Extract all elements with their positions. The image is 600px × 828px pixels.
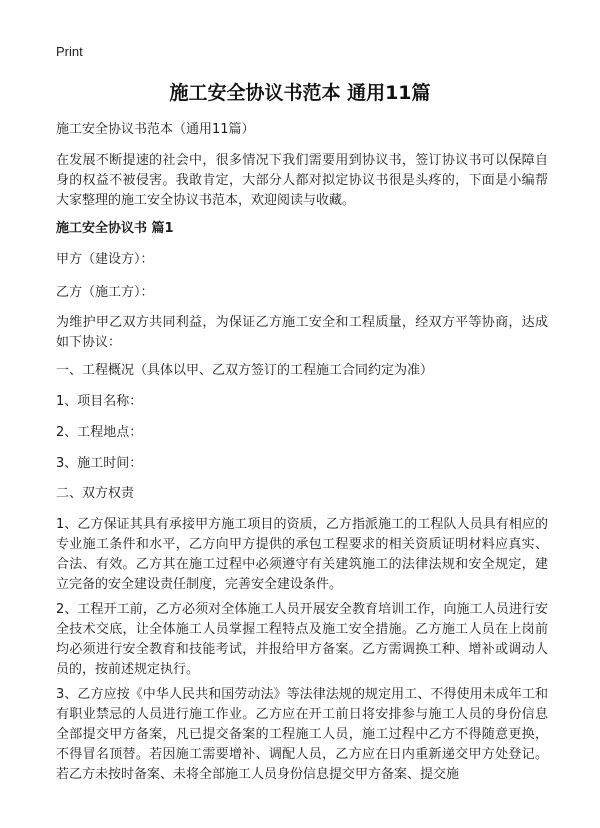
item-project-time: 3、施工时间： (56, 456, 143, 471)
document-subtitle: 施工安全协议书范本（通用11篇） (56, 122, 255, 137)
rights-heading: 二、双方权责 (56, 486, 135, 501)
item-project-location: 2、工程地点： (56, 425, 143, 440)
clause-3-paragraph: 3、乙方应按《中华人民共和国劳动法》等法律法规的规定用工、不得使用未成年工和有职业禁忌的人员进行施工作业。乙方应在开工前日将安排参与施工人员的身份信息全部提交甲方备案，凡已提交备案的工程施工人员，施工过程中乙方不得随意更换，不得冒名顶替。若因施工需要增补、调配人员，乙方应在日内重新递交甲方处登记。若乙方未按时备案、未将全部施工人员身份信息提交甲方备案、提交施 (56, 687, 548, 782)
section-heading: 施工安全协议书 篇1 (56, 221, 174, 236)
clause-1-paragraph: 1、乙方保证其具有承接甲方施工项目的资质，乙方指派施工的工程队人员具有相应的专业施工条件和水平，乙方向甲方提供的承包工程要求的相关资质证明材料应真实、合法、有效。乙方其在施工过程中必须遵守有关建筑施工的法律法规和安全规定，建立完备的安全建设责任制度，完善安全建设条件。 (56, 517, 548, 592)
item-project-name: 1、项目名称： (56, 394, 143, 409)
overview-heading: 一、工程概况（具体以甲、乙双方签订的工程施工合同约定为准） (56, 363, 434, 378)
party-a-line: 甲方（建设方）： (56, 252, 154, 267)
party-b-line: 乙方（施工方）： (56, 285, 154, 300)
intro-paragraph: 在发展不断提速的社会中，很多情况下我们需要用到协议书，签订协议书可以保障自身的权益不被侵害。我敢肯定，大部分人都对拟定协议书很是头疼的，下面是小编帮大家整理的施工安全协议书范本，欢迎阅读与收藏。 (56, 153, 548, 208)
document-title: 施工安全协议书范本 通用11篇 (169, 82, 431, 104)
print-link[interactable]: Print (56, 44, 83, 59)
purpose-paragraph: 为维护甲乙双方共同利益，为保证乙方施工安全和工程质量，经双方平等协商，达成如下协议： (56, 315, 548, 350)
clause-2-paragraph: 2、工程开工前，乙方必须对全体施工人员开展安全教育培训工作，向施工人员进行安全技术交底，让全体施工人员掌握工程特点及施工安全措施。乙方施工人员在上岗前均必须进行安全教育和技能考试，并报给甲方备案。乙方需调换工种、增补或调动人员的，按前述规定执行。 (56, 602, 548, 677)
